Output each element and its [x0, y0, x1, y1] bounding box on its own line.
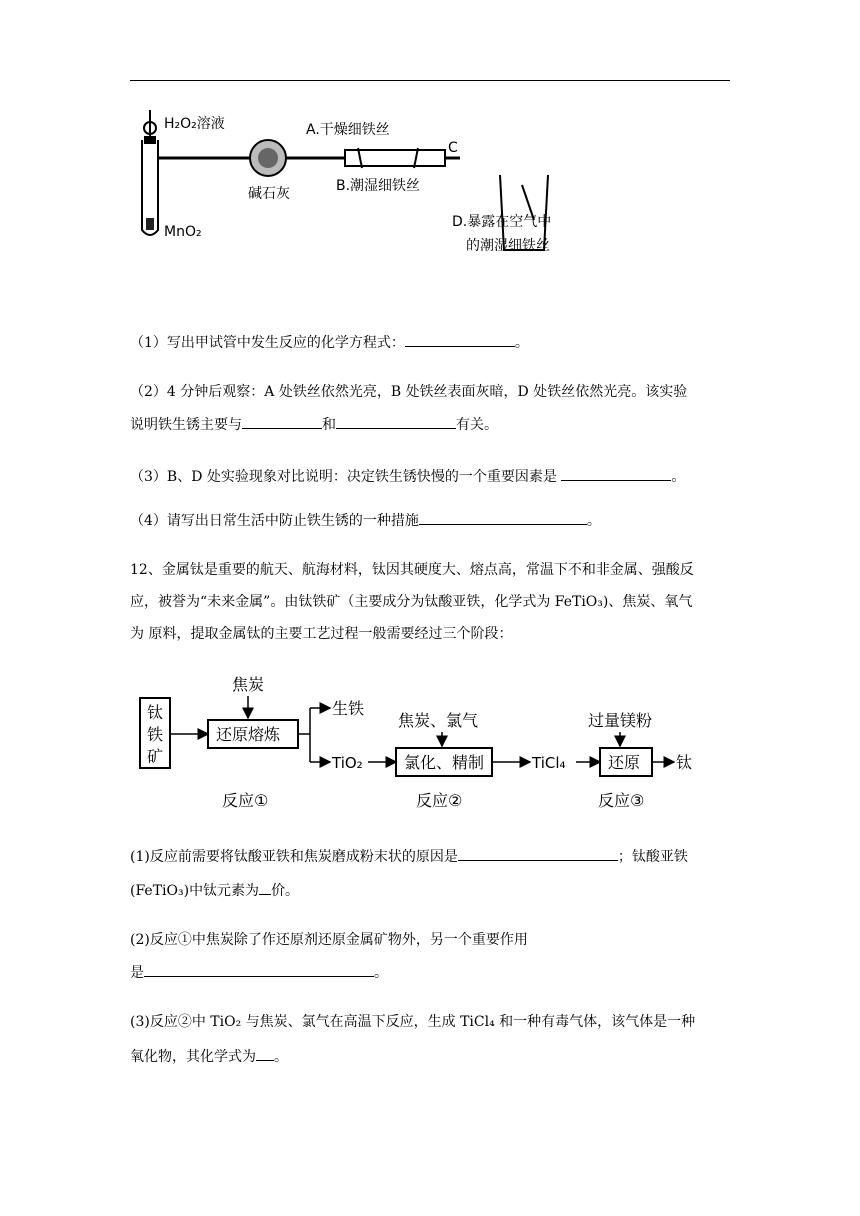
reaction-3-label: 反应③ [598, 791, 645, 810]
titanium-product-label: 钛 [676, 753, 693, 772]
question-11-2: （2）4 分钟后观察：A 处铁丝依然光亮，B 处铁丝表面灰暗，D 处铁丝依然光亮。该实验 [130, 384, 688, 400]
answer-blank[interactable] [259, 880, 271, 895]
label-d-2: 的潮湿细铁丝 [466, 238, 550, 254]
reaction-1-label: 反应① [222, 791, 269, 810]
question-12-line-1: 12、金属钛是重要的航天、航海材料，钛因其硬度大、熔点高，常温下不和非金属、强酸反 [130, 562, 694, 578]
question-11-4: （4）请写出日常生活中防止铁生锈的一种措施 。 [130, 510, 730, 531]
reaction-2-label: 反应② [416, 791, 463, 810]
question-12-line-2: 应，被誉为“未来金属”。由钛铁矿（主要成分为钛酸亚铁，化学式为 FeTiO₃)、焦炭、氧气 [130, 594, 693, 610]
ore-char-2: 铁 [147, 725, 164, 744]
answer-blank[interactable] [336, 414, 456, 429]
label-c: C [448, 140, 458, 156]
ore-char-1: 钛 [147, 703, 164, 722]
coke-label: 焦炭 [232, 675, 265, 694]
answer-blank[interactable] [405, 332, 515, 347]
rusting-apparatus-figure [130, 100, 610, 270]
question-11-2-cont: 说明铁生锈主要与 和 有关。 [130, 414, 730, 435]
answer-blank[interactable] [561, 466, 671, 481]
smelting-box-label: 还原熔炼 [216, 725, 281, 744]
label-b: B.潮湿细铁丝 [336, 178, 421, 194]
answer-blank[interactable] [256, 1046, 274, 1061]
answer-blank[interactable] [242, 414, 322, 429]
label-a: A.干燥细铁丝 [306, 122, 390, 138]
answer-blank[interactable] [419, 510, 587, 525]
question-11-3: （3）B、D 处实验现象对比说明：决定铁生锈快慢的一个重要因素是 。 [130, 466, 730, 487]
soda-lime-label: 碱石灰 [248, 186, 290, 202]
question-11-1: （1）写出甲试管中发生反应的化学方程式： 。 [130, 332, 730, 353]
excess-magnesium-label: 过量镁粉 [588, 711, 653, 730]
h2o2-label: H₂O₂溶液 [164, 116, 225, 132]
question-12-1: (1)反应前需要将钛酸亚铁和焦炭磨成粉末状的原因是 ；钛酸亚铁 [130, 846, 730, 867]
ticl4-label: TiCl₄ [532, 754, 566, 772]
titanium-process-flowchart [130, 672, 710, 812]
mno2-label: MnO₂ [164, 224, 202, 240]
question-12-3: (3)反应②中 TiO₂ 与焦炭、氯气在高温下反应，生成 TiCl₄ 和一种有毒气体，该气体是一种 [130, 1014, 696, 1030]
header-rule [130, 80, 730, 81]
answer-blank[interactable] [458, 846, 618, 861]
tio2-label: TiO₂ [332, 754, 363, 772]
question-12-2: (2)反应①中焦炭除了作还原剂还原金属矿物外，另一个重要作用 [130, 932, 528, 948]
question-12-line-3: 为 原料，提取金属钛的主要工艺过程一般需要经过三个阶段： [130, 626, 513, 642]
question-12-1-cont: (FeTiO₃)中钛元素为 价。 [130, 880, 730, 901]
question-12-2-cont: 是 。 [130, 962, 730, 983]
coke-chlorine-label: 焦炭、氯气 [398, 711, 479, 730]
label-d-1: D.暴露在空气中 [452, 214, 552, 230]
ore-char-3: 矿 [147, 747, 164, 766]
question-12-3-cont: 氧化物，其化学式为 。 [130, 1046, 730, 1067]
chlorination-box-label: 氯化、精制 [404, 753, 485, 772]
reduction-box-label: 还原 [608, 753, 641, 772]
answer-blank[interactable] [144, 962, 374, 977]
pig-iron-label: 生铁 [332, 699, 365, 718]
